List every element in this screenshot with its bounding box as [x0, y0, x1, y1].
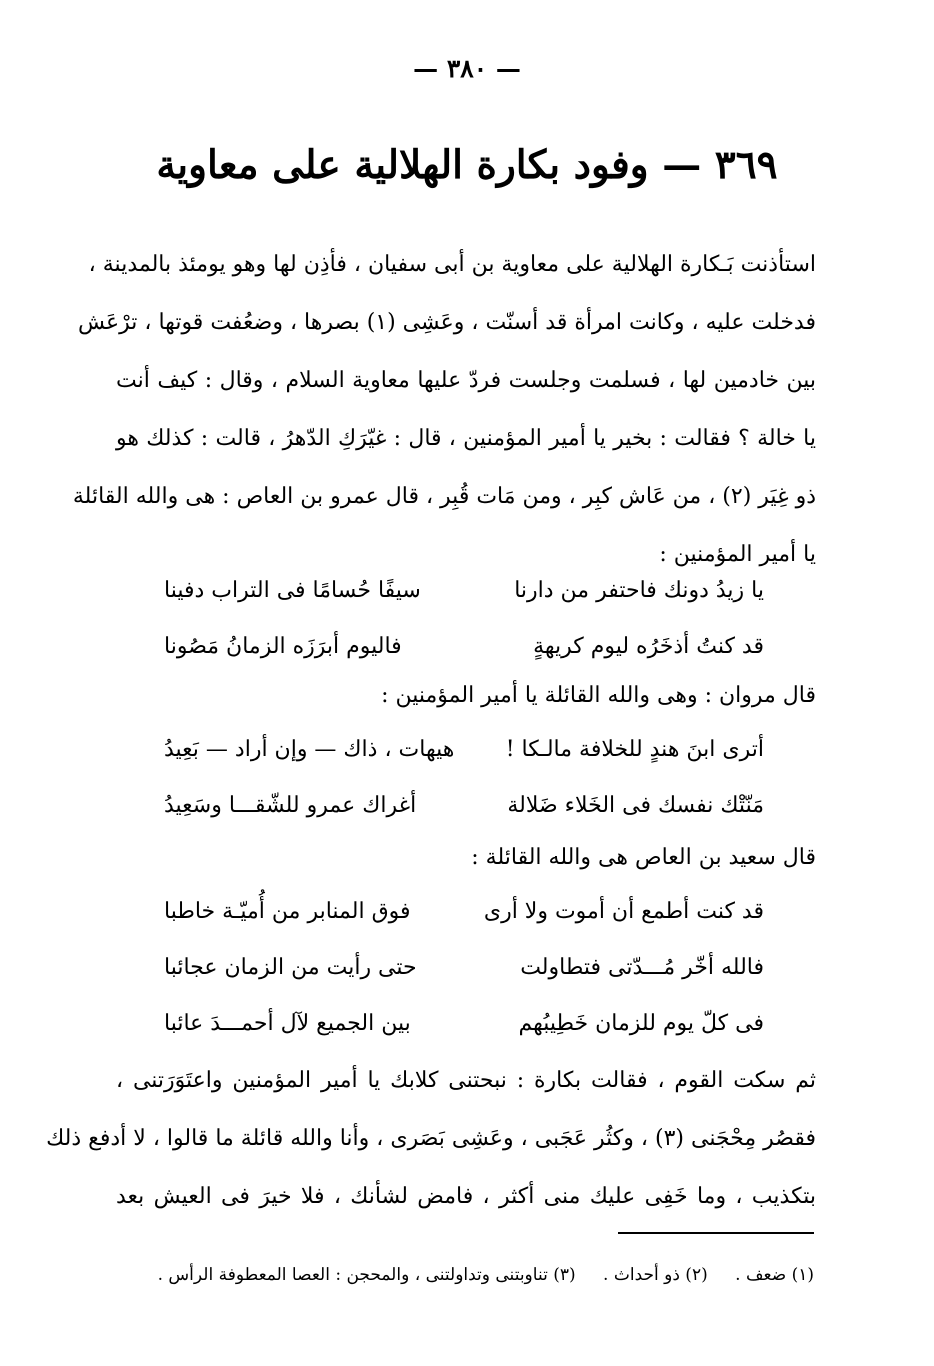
paragraph-line: ثم سكت القوم ، فقالت بكارة : نبحتنى كلابك يا أمير المؤمنين واعتَوَرَتنى ، [116, 1068, 816, 1093]
verse-second-hemistich: هيهات ، ذاك — وإن أراد — بَعِيدُ [164, 737, 455, 762]
verse-introduction: قال مروان : وهى والله القائلة يا أمير المؤمنين : [381, 683, 816, 708]
poem-verses-2 [164, 722, 764, 834]
footnotes [114, 1260, 814, 1290]
verse-line [164, 884, 764, 940]
poem-verses-1 [164, 563, 764, 675]
verse-line [164, 619, 764, 675]
verse-first-hemistich: فالله أخّر مُـــدّتى فتطاولت [520, 955, 764, 980]
verse-second-hemistich: أغراك عمرو للشّقـــا وسَعِيدُ [164, 793, 417, 818]
paragraph-line: ذو غِيَر (٢) ، من عَاش كبِر ، ومن مَات قُبِر ، قال عمرو بن العاص : هى والله القائلة [72, 484, 816, 509]
verse-first-hemistich: مَنّتْك نفسك فى الخَلاء ضَلالة [507, 793, 764, 818]
paragraph-line: بين خادمين لها ، فسلمت وجلست فردّ عليها معاوية السلام ، وقال : كيف أنت [116, 368, 816, 393]
verse-second-hemistich: فاليوم أبرَزَه الزمانُ مَصُونا [164, 634, 402, 659]
verse-line [164, 563, 764, 619]
poem-verses-3 [164, 884, 764, 1052]
footnote: (١) ضعف . [735, 1265, 814, 1285]
paragraph-2 [46, 1052, 816, 1226]
paragraph-line: فدخلت عليه ، وكانت امرأة قد أسنّت ، وعَشِى (١) بصرها ، وضعُفت قوتها ، ترْعَش [77, 310, 816, 335]
verse-line [164, 996, 764, 1052]
verse-line [164, 778, 764, 834]
verse-line [164, 940, 764, 996]
verse-first-hemistich: قد كنتُ أذخَرُه ليوم كريهةٍ [533, 634, 764, 659]
verse-first-hemistich: أترى ابنَ هندٍ للخلافة مالـكا ! [505, 737, 764, 762]
footnote: (٣) تناوبتنى وتداولتنى ، والمحجن : العصا المعطوفة الرأس . [157, 1265, 576, 1285]
footnote: (٢) ذو أحداث . [603, 1265, 708, 1285]
verse-second-hemistich: بين الجميع لآل أحمـــدَ عائبا [164, 1011, 411, 1036]
paragraph-line: استأذنت بَـكارة الهلالية على معاوية بن أبى سفيان ، فأذِن لها وهو يومئذ بالمدينة ، [88, 252, 816, 277]
paragraph-line: يا خالة ؟ فقالت : بخير يا أمير المؤمنين ، قال : غيّرَكِ الدّهرُ ، قالت : كذلك هو [116, 426, 816, 451]
paragraph-line: بتكذيب ، وما خَفِى عليك منى أكثر ، فامض لشأنك ، فلا خيرَ فى العيش بعد [116, 1184, 816, 1209]
verse-second-hemistich: فوق المنابر من أُميّـة خاطبا [164, 899, 411, 924]
paragraph-line: يا أمير المؤمنين : [659, 542, 816, 567]
chapter-title: ٣٦٩ — وفود بكارة الهلالية على معاوية [156, 142, 778, 188]
verse-line [164, 722, 764, 778]
verse-second-hemistich: حتى رأيت من الزمان عجائبا [164, 955, 417, 980]
verse-second-hemistich: سيفًا حُسامًا فى التراب دفينا [164, 578, 421, 603]
footnote-divider [618, 1232, 814, 1234]
verse-first-hemistich: يا زيدُ دونك فاحتفر من دارنا [514, 578, 764, 603]
paragraph-line: فقصُر مِحْجَنى (٣) ، وكثُر عَجَبى ، وعَشِى بَصَرى ، وأنا والله قائلة ما قالوا ، لا أدفع ذلك [46, 1126, 816, 1151]
verse-first-hemistich: فى كلّ يوم للزمان خَطِيبُهم [518, 1011, 764, 1036]
page-number: — ٣٨٠ — [413, 54, 521, 83]
verse-first-hemistich: قد كنت أطمع أن أموت ولا أرى [483, 899, 764, 924]
paragraph-1 [72, 236, 816, 584]
verse-introduction: قال سعيد بن العاص هى والله القائلة : [471, 845, 816, 870]
